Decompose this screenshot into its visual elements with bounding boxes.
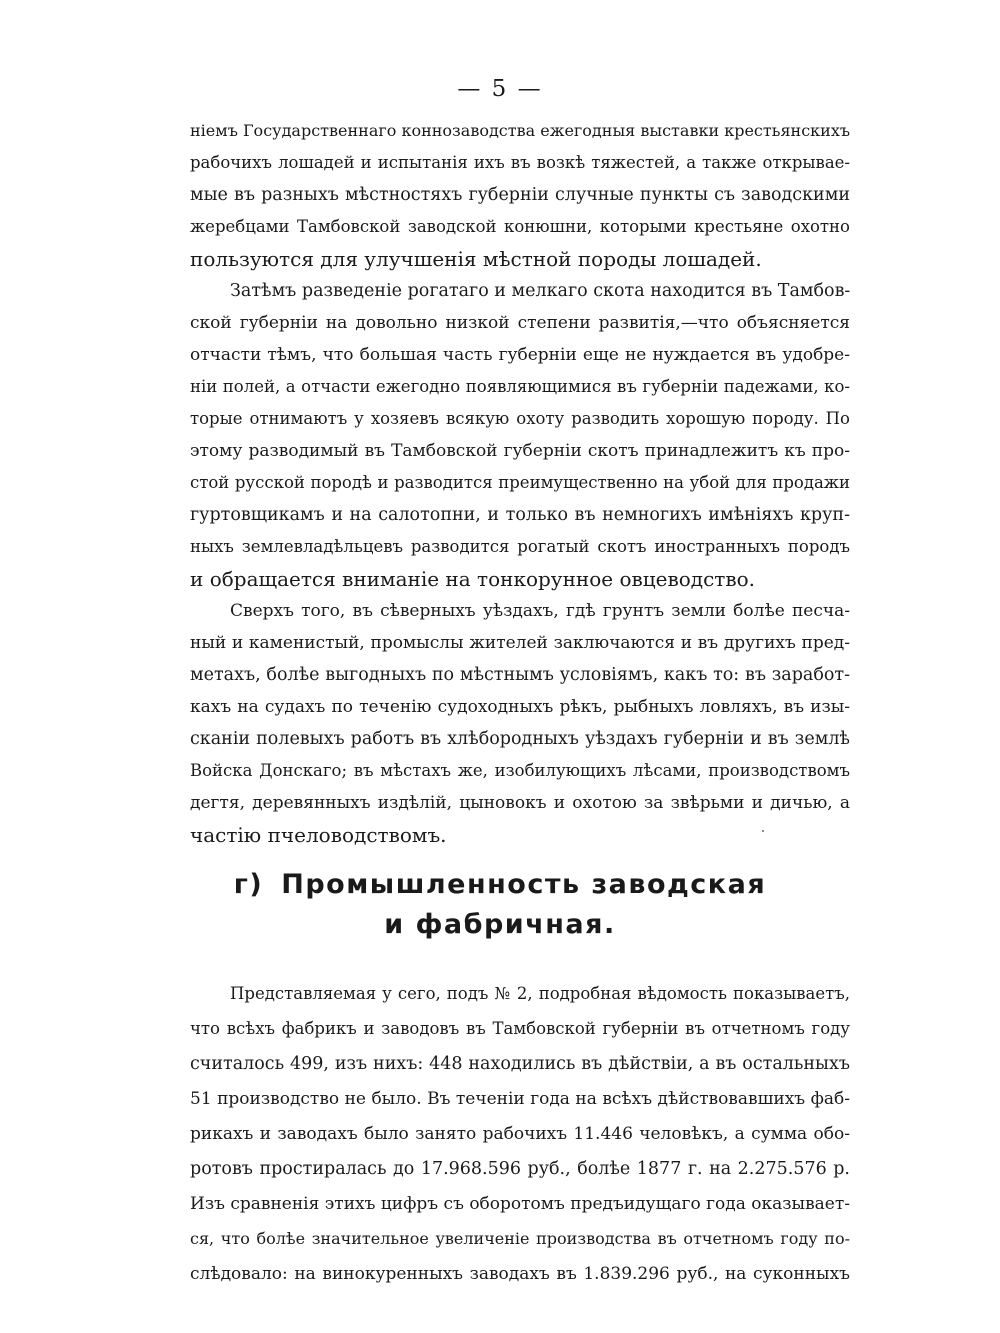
text-line: ныхъ землевладѣльцевъ разводится рогатый скотъ иностранныхъ породъ <box>190 537 850 556</box>
text-line: метахъ, болѣе выгодныхъ по мѣстнымъ условiямъ, какъ то: въ заработ- <box>190 665 850 685</box>
section-title: Промышленность заводская <box>281 869 767 900</box>
text-line: дегтя, деревянныхъ издѣлiй, цыновокъ и охотою за звѣрьми и дичью, а <box>190 793 850 813</box>
text-line: считалось 499, изъ нихъ: 448 находились въ дѣйствiи, а въ остальныхъ <box>190 1054 850 1074</box>
text-line: ный и каменистый, промыслы жителей заключаются и въ другихъ пред- <box>190 633 850 653</box>
text-line: пользуются для улучшенiя мѣстной породы лошадей. <box>190 247 762 271</box>
text-line: рикахъ и заводахъ было занято рабочихъ 11.446 человѣкъ, а сумма обо- <box>190 1124 850 1144</box>
section-heading-line-2 <box>0 905 1000 945</box>
text-line: мые въ разныхъ мѣстностяхъ губернiи случные пункты съ заводскими <box>190 185 850 205</box>
text-line: слѣдовало: на винокуренныхъ заводахъ въ 1.839.296 руб., на суконныхъ <box>190 1264 850 1284</box>
text-line: нiи полей, а отчасти ежегодно появляющимися въ губернiи падежами, ко- <box>190 377 850 396</box>
section-label: г) <box>233 869 264 900</box>
text-line: отчасти тѣмъ, что большая часть губернiи еще не нуждается въ удобре- <box>190 345 850 365</box>
text-line: стой русской породѣ и разводится преимущественно на убой для продажи <box>190 473 850 492</box>
text-line: ротовъ простиралась до 17.968.596 руб., болѣе 1877 г. на 2.275.576 р. <box>190 1159 850 1179</box>
text-line: ся, что болѣе значительное увеличенiе производства въ отчетномъ году по- <box>190 1229 850 1248</box>
text-line: жеребцами Тамбовской заводской конюшни, которыми крестьяне охотно <box>190 217 850 236</box>
text-line: частiю пчеловодствомъ. <box>190 823 447 847</box>
page-number: — 5 — <box>457 76 543 102</box>
text-line: кахъ на судахъ по теченiю судоходныхъ рѣкъ, рыбныхъ ловляхъ, въ изы- <box>190 697 850 717</box>
section-heading-line-1 <box>0 865 1000 905</box>
text-line: этому разводимый въ Тамбовской губернiи скотъ принадлежитъ къ про- <box>190 441 850 461</box>
text-line: сканiи полевыхъ работъ въ хлѣбородныхъ уѣздахъ губернiи и въ землѣ <box>190 729 850 749</box>
text-line: и обращается вниманiе на тонкорунное овцеводство. <box>190 567 755 591</box>
text-line: торые отнимаютъ у хозяевъ всякую охоту разводить хорошую породу. По <box>190 409 850 428</box>
text-line: нiемъ Государственнаго коннозаводства ежегодныя выставки крестьянскихъ <box>190 121 851 140</box>
text-line: гуртовщикамъ и на салотопни, и только въ немногихъ имѣнiяхъ круп- <box>190 505 850 525</box>
text-line: Изъ сравненiя этихъ цифръ съ оборотомъ предъидущаго года оказывает- <box>190 1194 850 1214</box>
text-line: Представляемая у сего, подъ № 2, подробная вѣдомость показываетъ, <box>230 984 850 1003</box>
text-line: Войска Донскаго; въ мѣстахъ же, изобилующихъ лѣсами, производствомъ <box>190 761 850 780</box>
text-line: 51 производство не было. Въ теченiи года на всѣхъ дѣйствовавшихъ фаб- <box>190 1089 850 1109</box>
text-line: Сверхъ того, въ сѣверныхъ уѣздахъ, гдѣ грунтъ земли болѣе песча- <box>230 601 850 621</box>
text-line: что всѣхъ фабрикъ и заводовъ въ Тамбовской губернiи въ отчетномъ году <box>190 1019 850 1038</box>
text-line: Затѣмъ разведенiе рогатаго и мелкаго скота находится въ Тамбов- <box>230 281 851 301</box>
scan-speck <box>762 830 764 832</box>
section-title-continued: и фабричная. <box>384 909 616 940</box>
text-line: рабочихъ лошадей и испытанiя ихъ въ возкѣ тяжестей, а также открывае- <box>190 153 850 172</box>
text-line: ской губернiи на довольно низкой степени развитiя,—что объясняется <box>190 313 850 333</box>
